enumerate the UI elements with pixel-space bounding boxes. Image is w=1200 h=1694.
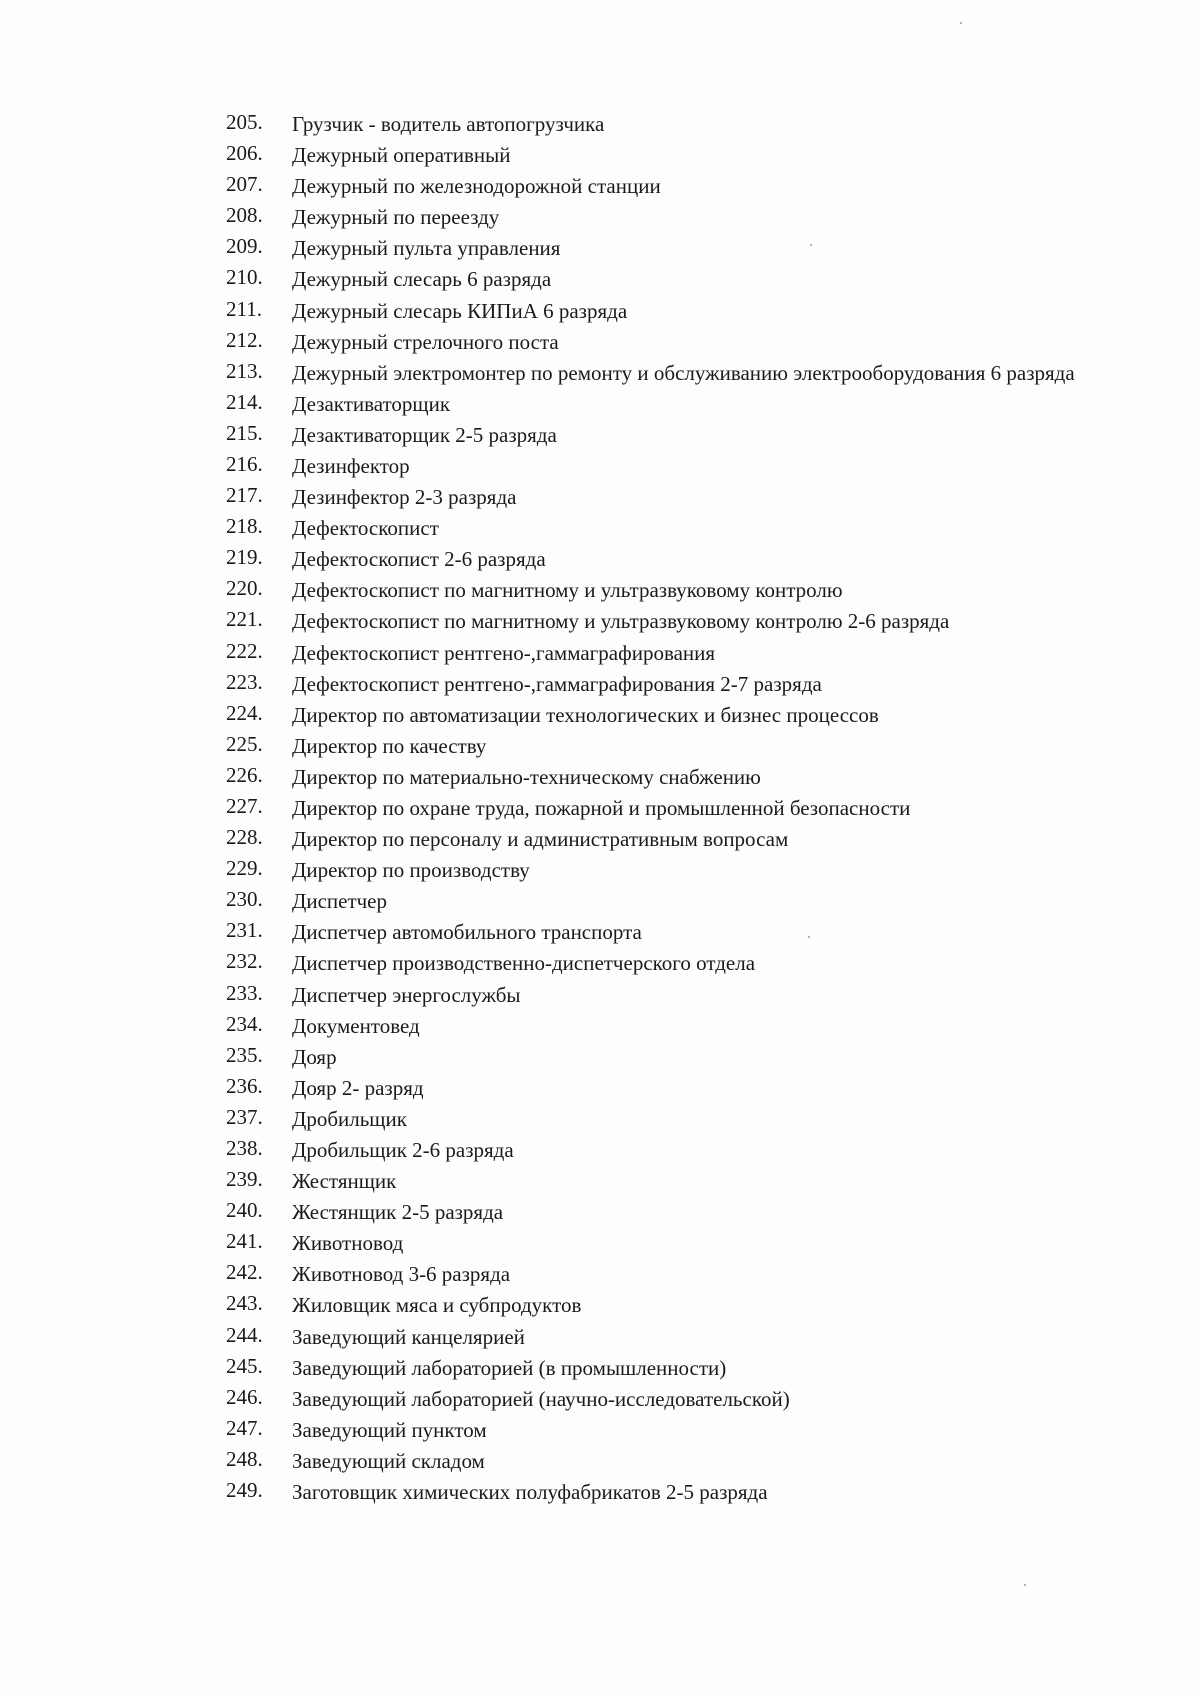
list-item [226,1322,1126,1350]
list-item [226,1073,1126,1101]
item-number: 236. [226,1073,263,1098]
item-text: Дефектоскопист 2-6 разряда [292,547,546,572]
item-text: Директор по охране труда, пожарной и промышленной безопасности [292,795,911,820]
list-item [226,1231,1126,1256]
item-text: Дезинфектор [292,453,410,478]
list-item [226,547,1126,572]
item-number: 221. [226,607,263,632]
item-number: 227. [226,793,263,818]
item-number: 211. [226,296,262,321]
item-number: 237. [226,1104,263,1129]
item-text: Дробильщик [292,1106,407,1131]
scan-speck [960,22,962,24]
list-item [226,1353,1126,1381]
list-item [226,1384,1126,1412]
item-text: Животновод 3-6 разряда [292,1262,511,1287]
item-text: Дефектоскопист [292,516,439,541]
item-number: 213. [226,358,263,383]
item-number: 210. [226,265,263,290]
item-number: 205. [226,110,263,134]
item-text: Дояр [292,1044,337,1069]
list-item [226,578,1126,603]
list-item [226,358,1126,386]
item-text: Диспетчер [292,889,388,914]
item-text: Дежурный слесарь 6 разряда [292,267,552,292]
list-item [226,327,1126,355]
item-text: Дефектоскопист рентгено-,гаммаграфирования [292,640,716,665]
list-item [226,920,1126,945]
list-item [226,451,1126,479]
item-text: Директор по автоматизации технологических и бизнес процессов [292,702,879,727]
item-number: 234. [226,1011,263,1036]
item-text: Дезактиваторщик [292,391,451,416]
list-item [226,889,1126,914]
item-text: Заведующий лабораторией (в промышленности) [292,1355,727,1380]
item-number: 220. [226,576,263,601]
item-number: 243. [226,1291,263,1316]
item-text: Дояр 2- разряд [292,1075,424,1100]
item-number: 240. [226,1198,263,1223]
item-number: 245. [226,1353,263,1378]
item-text: Дробильщик 2-6 разряда [292,1138,514,1162]
list-item [226,980,1126,1008]
profession-list [226,112,1126,1511]
item-text: Дефектоскопист по магнитному и ультразвуковому контролю 2-6 разряда [292,609,950,634]
item-text: Директор по материально-техническому снабжению [292,764,761,789]
list-item [226,296,1126,324]
list-item [226,143,1126,168]
item-text: Дежурный оперативный [292,143,511,168]
scan-speck [810,244,812,246]
list-item [226,267,1126,292]
list-item [226,420,1126,448]
item-text: Диспетчер автомобильного транспорта [292,920,642,945]
item-number: 239. [226,1167,263,1192]
item-text: Заведующий складом [292,1448,485,1473]
list-item [226,762,1126,790]
item-text: Директор по производству [292,858,530,883]
item-number: 206. [226,141,263,166]
list-item [226,205,1126,230]
item-number: 246. [226,1384,263,1409]
item-number: 238. [226,1136,263,1160]
list-item [226,1480,1126,1505]
list-item [226,112,1126,137]
item-text: Дефектоскопист по магнитному и ультразвуковому контролю [292,578,843,603]
list-item [226,1104,1126,1132]
item-number: 217. [226,483,263,508]
item-number: 229. [226,856,263,881]
list-item [226,731,1126,759]
list-item [226,669,1126,697]
item-number: 231. [226,918,263,943]
list-item [226,700,1126,728]
item-text: Дезактиваторщик 2-5 разряда [292,422,557,447]
item-number: 228. [226,825,263,850]
item-text: Грузчик - водитель автопогрузчика [292,112,605,136]
item-number: 219. [226,545,263,570]
list-item [226,1415,1126,1443]
item-text: Заведующий лабораторией (научно-исследовательской) [292,1386,790,1411]
item-text: Диспетчер производственно-диспетчерского отдела [292,951,756,976]
item-number: 248. [226,1446,263,1471]
item-text: Жиловщик мяса и субпродуктов [292,1293,582,1318]
item-text: Животновод [292,1231,404,1256]
item-text: Дежурный по железнодорожной станции [292,174,661,199]
item-number: 224. [226,700,263,725]
item-number: 249. [226,1478,263,1503]
item-number: 230. [226,887,263,912]
item-text: Документовед [292,1013,420,1038]
list-item [226,1011,1126,1039]
item-number: 232. [226,949,263,974]
item-text: Диспетчер энергослужбы [292,982,521,1007]
item-text: Жестянщик 2-5 разряда [292,1200,504,1225]
list-item [226,1446,1126,1474]
list-item [226,951,1126,976]
item-number: 214. [226,389,263,414]
list-item [226,1262,1126,1287]
item-number: 208. [226,203,263,228]
item-text: Дезинфектор 2-3 разряда [292,485,517,510]
item-number: 222. [226,638,263,663]
scan-speck [808,936,810,938]
list-item [226,638,1126,666]
list-item [226,1200,1126,1225]
item-text: Дежурный слесарь КИПиА 6 разряда [292,298,628,323]
item-text: Дежурный стрелочного поста [292,329,559,354]
list-item [226,1042,1126,1070]
item-text: Жестянщик [292,1169,397,1194]
item-number: 218. [226,514,263,539]
item-number: 242. [226,1260,263,1285]
item-text: Директор по качеству [292,733,487,758]
item-number: 225. [226,731,263,756]
item-number: 212. [226,327,263,352]
item-text: Заведующий пунктом [292,1417,487,1442]
item-number: 226. [226,762,263,787]
list-item [226,236,1126,261]
item-text: Заготовщик химических полуфабрикатов 2-5 разряда [292,1480,768,1505]
list-item [226,858,1126,883]
list-item [226,174,1126,199]
list-item [226,1138,1126,1163]
item-number: 209. [226,234,263,259]
scan-speck [1024,1584,1026,1586]
item-number: 247. [226,1415,263,1440]
item-number: 235. [226,1042,263,1067]
list-item [226,389,1126,417]
item-text: Дежурный пульта управления [292,236,561,261]
item-number: 216. [226,451,263,476]
item-text: Дежурный электромонтер по ремонту и обслуживанию электрооборудования 6 разряда [292,360,1075,385]
list-item [226,516,1126,541]
item-number: 241. [226,1229,263,1254]
list-item [226,485,1126,510]
item-text: Директор по персоналу и административным вопросам [292,827,789,852]
item-number: 223. [226,669,263,694]
list-item [226,827,1126,852]
item-text: Дефектоскопист рентгено-,гаммаграфирования 2-7 разряда [292,671,822,696]
list-item [226,793,1126,821]
list-item [226,1169,1126,1194]
item-text: Дежурный по переезду [292,205,500,230]
list-item [226,609,1126,634]
item-number: 207. [226,172,263,197]
list-item [226,1293,1126,1318]
item-text: Заведующий канцелярией [292,1324,525,1349]
item-number: 233. [226,980,263,1005]
item-number: 244. [226,1322,263,1347]
item-number: 215. [226,420,263,445]
